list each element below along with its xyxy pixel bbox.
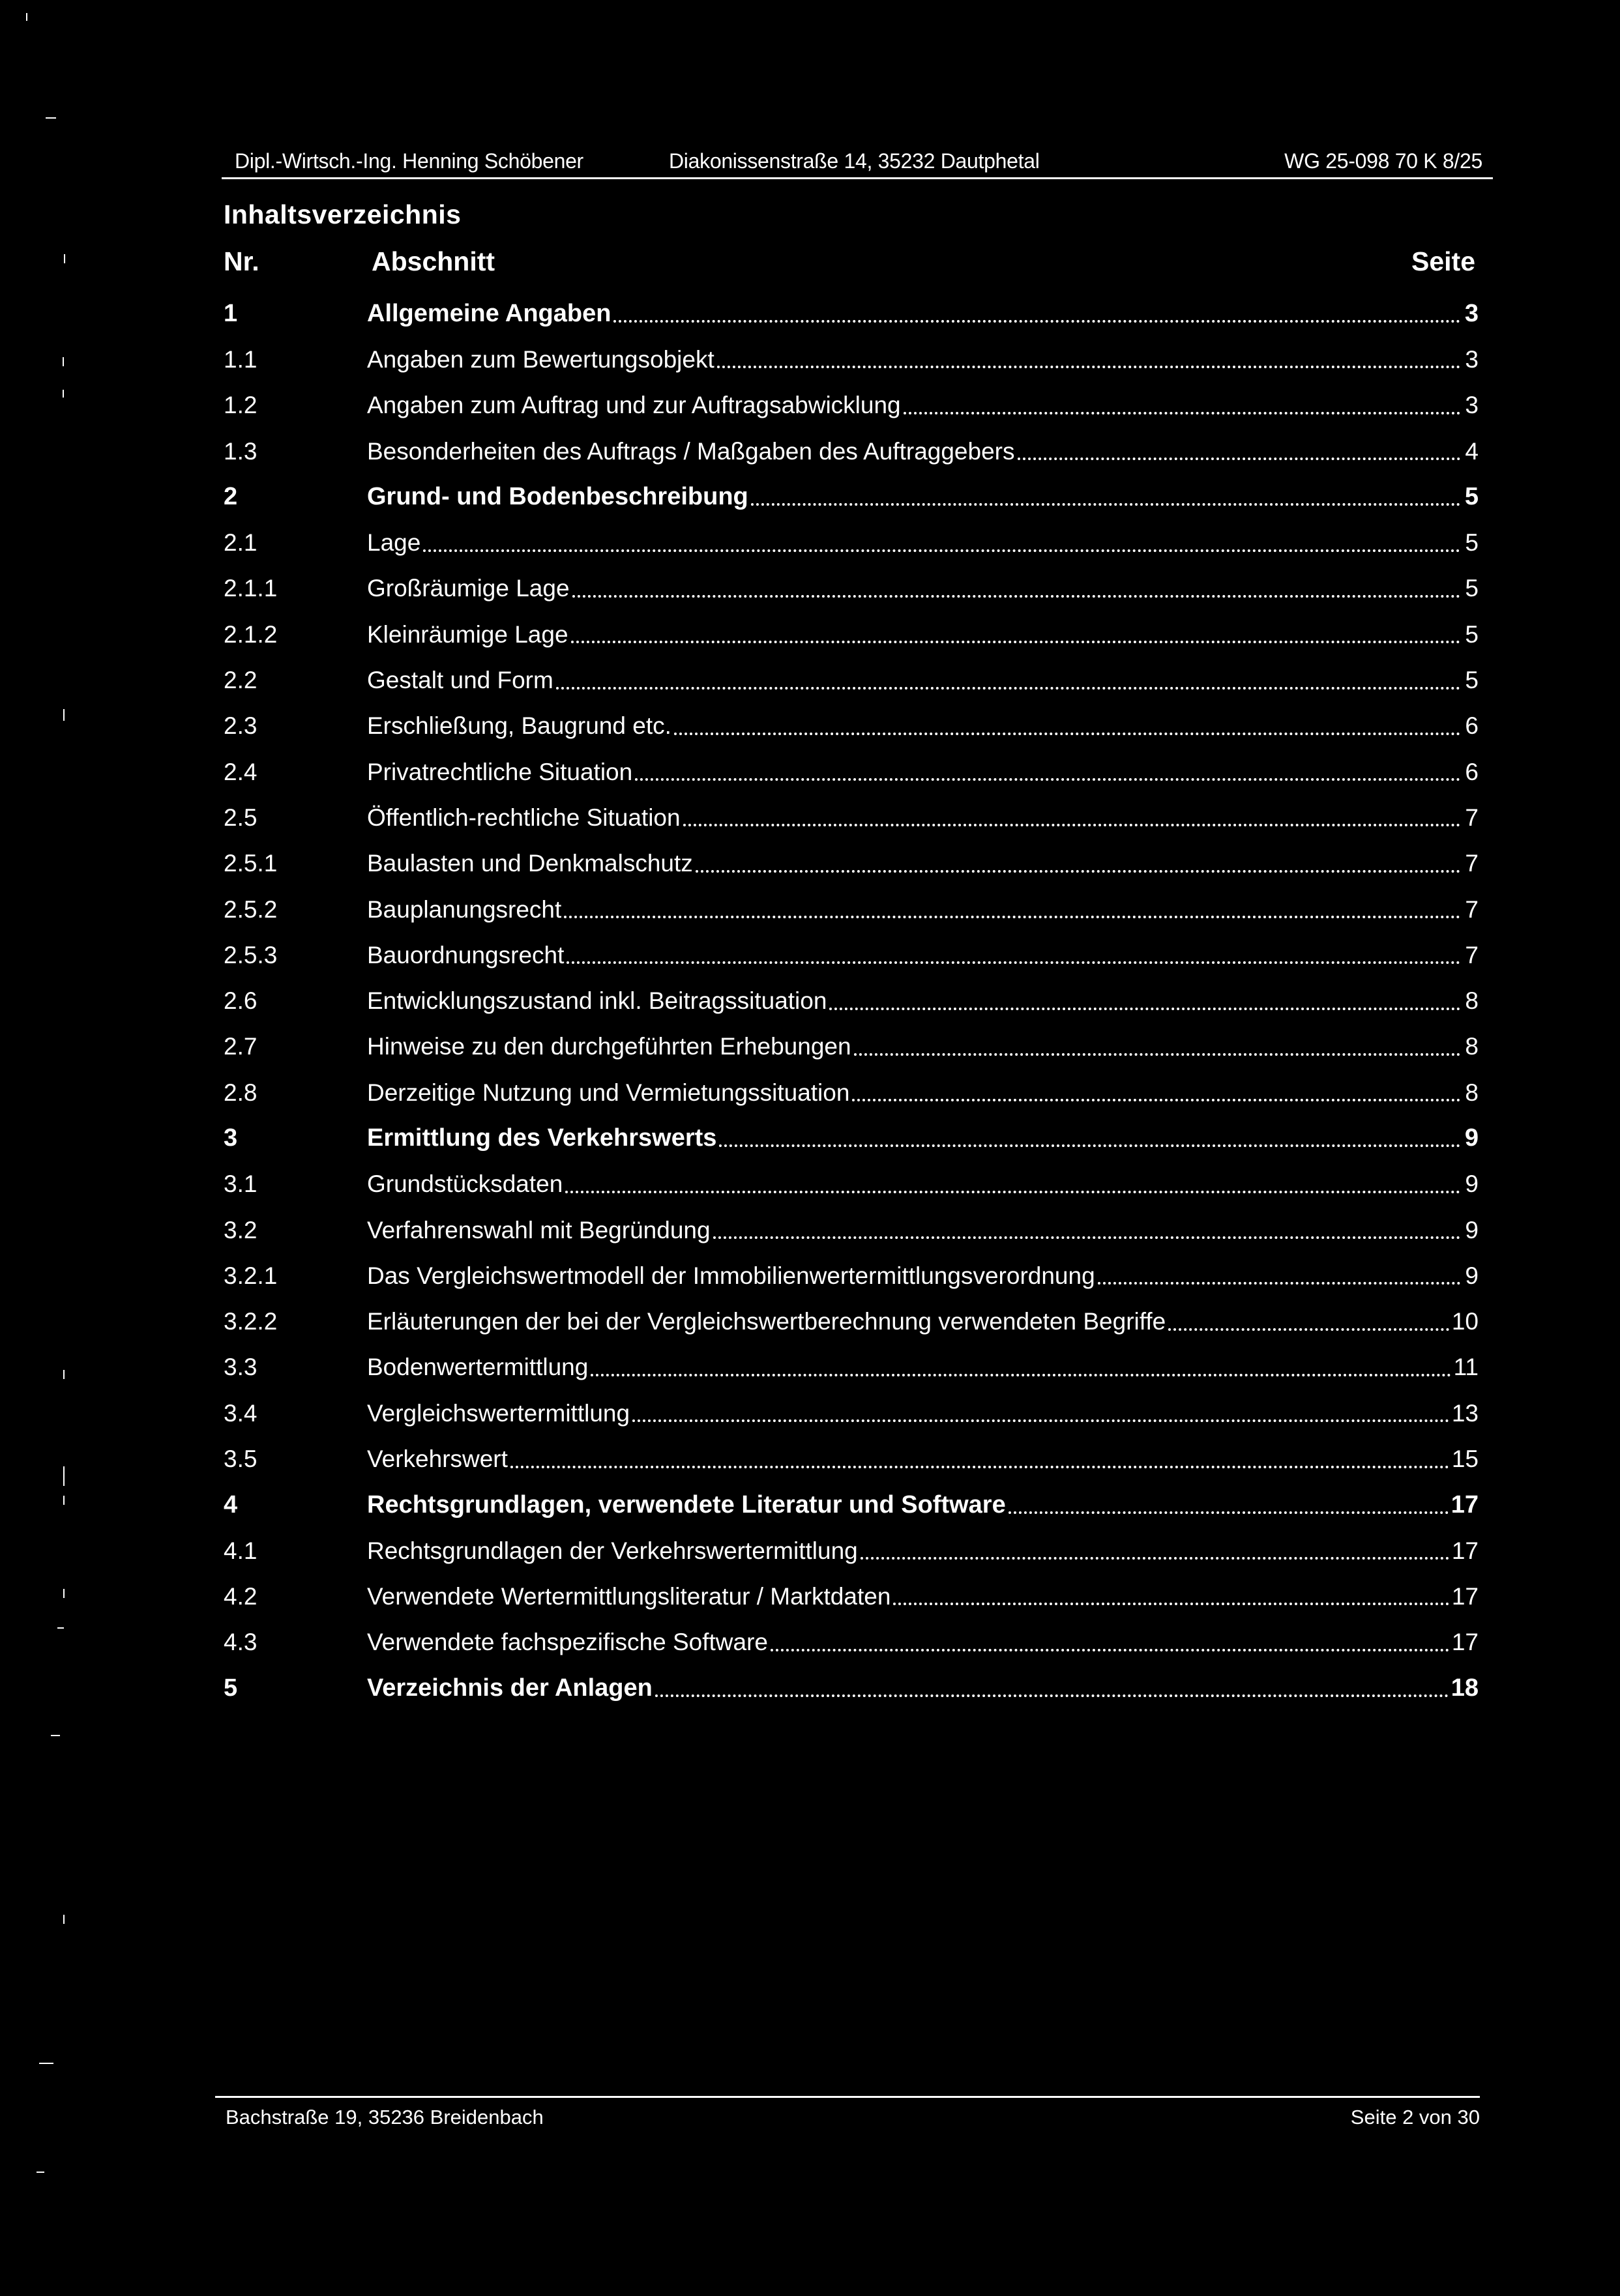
toc-entry bbox=[218, 336, 1479, 382]
toc-entry-title: Ermittlung des Verkehrswerts bbox=[367, 1124, 717, 1152]
toc-entry-number: 1 bbox=[224, 300, 238, 328]
toc-entry bbox=[218, 978, 1479, 1023]
page-header bbox=[222, 145, 1493, 179]
toc-entry-page: 7 bbox=[1465, 895, 1479, 923]
toc-entry-leader bbox=[655, 1694, 1449, 1697]
toc-entry-leader bbox=[717, 366, 1460, 368]
toc-entry-title: Derzeitige Nutzung und Vermietungssituation bbox=[367, 1079, 850, 1106]
toc-entry-number: 1.2 bbox=[224, 392, 258, 419]
toc-entry-number: 1.1 bbox=[224, 345, 258, 373]
toc-entry bbox=[218, 1573, 1479, 1619]
toc-entry bbox=[218, 1115, 1479, 1161]
toc-entry-title: Vergleichswertermittlung bbox=[367, 1399, 630, 1427]
toc-entry-leader bbox=[423, 549, 1460, 552]
header-author: Dipl.-Wirtsch.-Ing. Henning Schöbener bbox=[235, 149, 583, 173]
header-reference: WG 25-098 70 K 8/25 bbox=[1284, 149, 1482, 173]
toc-entry bbox=[218, 1436, 1479, 1481]
toc-entry-leader bbox=[852, 1099, 1460, 1101]
toc-entry-title: Lage bbox=[367, 529, 421, 557]
toc-entry-number: 2.1.1 bbox=[224, 575, 278, 602]
toc-entry bbox=[218, 611, 1479, 657]
toc-entry-page: 3 bbox=[1464, 300, 1479, 328]
toc-entry-leader bbox=[683, 824, 1460, 826]
toc-entry-page: 10 bbox=[1451, 1308, 1479, 1335]
toc-entry-page: 9 bbox=[1465, 1170, 1479, 1198]
toc-entry bbox=[218, 474, 1479, 519]
toc-entry-title: Verfahrenswahl mit Begründung bbox=[367, 1216, 711, 1243]
toc-entry bbox=[218, 794, 1479, 840]
toc-entry bbox=[218, 383, 1479, 428]
toc-entry-title: Bauplanungsrecht bbox=[367, 895, 562, 923]
toc-entry-leader bbox=[771, 1649, 1449, 1651]
toc-entry-number: 2.1.2 bbox=[224, 620, 278, 648]
toc-list bbox=[218, 291, 1479, 1711]
page-footer bbox=[215, 2096, 1480, 2129]
toc-entry-title: Entwicklungszustand inkl. Beitragssituation bbox=[367, 987, 827, 1015]
toc-entry-number: 2.5 bbox=[224, 804, 258, 831]
toc-entry bbox=[218, 932, 1479, 978]
toc-entry-page: 5 bbox=[1465, 575, 1479, 602]
toc-entry-title: Angaben zum Bewertungsobjekt bbox=[367, 345, 714, 373]
toc-entry bbox=[218, 657, 1479, 703]
column-header-page: Seite bbox=[1411, 246, 1475, 276]
scan-artifact bbox=[51, 1735, 60, 1736]
toc-entry-page: 5 bbox=[1465, 529, 1479, 557]
toc-entry-number: 2.5.3 bbox=[224, 941, 278, 968]
toc-entry bbox=[218, 703, 1479, 749]
toc-entry-title: Kleinräumige Lage bbox=[367, 620, 568, 648]
toc-entry-page: 17 bbox=[1451, 1629, 1479, 1656]
toc-entry-page: 13 bbox=[1451, 1399, 1479, 1427]
toc-entry bbox=[218, 1299, 1479, 1344]
scan-artifact bbox=[39, 2063, 53, 2064]
scan-artifact bbox=[63, 357, 64, 366]
toc-entry-leader bbox=[904, 412, 1460, 414]
toc-entry-number: 2 bbox=[224, 483, 238, 511]
toc-entry bbox=[218, 519, 1479, 565]
toc-entry-leader bbox=[510, 1466, 1449, 1468]
toc-entry-page: 17 bbox=[1451, 1490, 1479, 1519]
toc-entry-title: Das Vergleichswertmodell der Immobilienwertermittlungsverordnung bbox=[367, 1262, 1095, 1289]
scan-artifact bbox=[37, 2172, 44, 2173]
toc-entry-title: Hinweise zu den durchgeführten Erhebungen bbox=[367, 1033, 851, 1060]
toc-entry-number: 3.4 bbox=[224, 1399, 258, 1427]
toc-entry-title: Privatrechtliche Situation bbox=[367, 758, 633, 785]
toc-entry bbox=[218, 1482, 1479, 1528]
footer-address: Bachstraße 19, 35236 Breidenbach bbox=[226, 2106, 544, 2129]
toc-entry-title: Verzeichnis der Anlagen bbox=[367, 1674, 653, 1702]
toc-entry-page: 7 bbox=[1465, 850, 1479, 877]
scan-artifact bbox=[26, 13, 27, 21]
toc-entry-number: 3.2 bbox=[224, 1216, 258, 1243]
toc-entry-number: 3 bbox=[224, 1124, 238, 1152]
toc-entry-page: 11 bbox=[1453, 1354, 1479, 1381]
toc-entry-page: 6 bbox=[1465, 712, 1479, 740]
toc-entry bbox=[218, 1620, 1479, 1665]
toc-entry-title: Verwendete fachspezifische Software bbox=[367, 1629, 768, 1656]
toc-entry-title: Verwendete Wertermittlungsliteratur / Marktdaten bbox=[367, 1582, 891, 1610]
scan-artifact bbox=[63, 390, 64, 398]
toc-entry-title: Rechtsgrundlagen, verwendete Literatur und Software bbox=[367, 1490, 1006, 1519]
toc-entry-title: Bodenwertermittlung bbox=[367, 1354, 589, 1381]
toc-entry-page: 9 bbox=[1465, 1262, 1479, 1289]
toc-entry-page: 5 bbox=[1464, 483, 1479, 511]
toc-entry-number: 1.3 bbox=[224, 437, 258, 465]
toc-entry-title: Angaben zum Auftrag und zur Auftragsabwicklung bbox=[367, 392, 901, 419]
toc-entry-number: 3.2.2 bbox=[224, 1308, 278, 1335]
toc-entry-page: 17 bbox=[1451, 1537, 1479, 1564]
toc-entry-page: 5 bbox=[1465, 667, 1479, 694]
toc-entry-number: 2.8 bbox=[224, 1079, 258, 1106]
toc-entry-leader bbox=[751, 503, 1460, 506]
toc-entry-title: Verkehrswert bbox=[367, 1446, 508, 1473]
toc-entry-number: 2.4 bbox=[224, 758, 258, 785]
toc-entry bbox=[218, 1024, 1479, 1069]
header-address: Diakonissenstraße 14, 35232 Dautphetal bbox=[669, 149, 1040, 173]
toc-entry-page: 6 bbox=[1465, 758, 1479, 785]
scan-artifact bbox=[64, 254, 65, 263]
toc-title: Inhaltsverzeichnis bbox=[224, 199, 462, 229]
toc-entry bbox=[218, 1069, 1479, 1115]
toc-entry-leader bbox=[572, 595, 1460, 598]
toc-entry-number: 4 bbox=[224, 1490, 238, 1519]
scan-artifact bbox=[63, 1466, 65, 1486]
toc-entry-leader bbox=[696, 870, 1460, 873]
toc-entry-number: 4.1 bbox=[224, 1537, 258, 1564]
toc-entry-title: Besonderheiten des Auftrags / Maßgaben des Auftraggebers bbox=[367, 437, 1015, 465]
toc-entry-leader bbox=[571, 641, 1460, 643]
toc-entry-leader bbox=[635, 778, 1460, 781]
scan-artifact bbox=[63, 1915, 65, 1924]
toc-entry-page: 5 bbox=[1465, 620, 1479, 648]
toc-entry-page: 7 bbox=[1465, 941, 1479, 968]
toc-entry-page: 4 bbox=[1465, 437, 1479, 465]
toc-entry-number: 2.5.2 bbox=[224, 895, 278, 923]
toc-entry-title: Erläuterungen der bei der Vergleichswertberechnung verwendeten Begriffe bbox=[367, 1308, 1166, 1335]
toc-entry-title: Grundstücksdaten bbox=[367, 1170, 563, 1198]
toc-entry-leader bbox=[861, 1557, 1449, 1560]
toc-entry-title: Bauordnungsrecht bbox=[367, 941, 565, 968]
toc-entry bbox=[218, 1665, 1479, 1711]
toc-entry-leader bbox=[713, 1236, 1460, 1239]
scan-artifact bbox=[63, 709, 65, 721]
toc-entry-page: 15 bbox=[1451, 1446, 1479, 1473]
toc-entry-leader bbox=[854, 1053, 1460, 1056]
toc-entry bbox=[218, 886, 1479, 932]
toc-entry-leader bbox=[565, 1191, 1460, 1193]
toc-entry-leader bbox=[567, 961, 1460, 964]
toc-entry-leader bbox=[591, 1374, 1451, 1376]
toc-entry-number: 3.2.1 bbox=[224, 1262, 278, 1289]
toc-entry-page: 7 bbox=[1465, 804, 1479, 831]
toc-entry-leader bbox=[829, 1008, 1460, 1010]
toc-entry-number: 2.2 bbox=[224, 667, 258, 694]
toc-entry-number: 2.5.1 bbox=[224, 850, 278, 877]
toc-entry-number: 2.7 bbox=[224, 1033, 258, 1060]
toc-entry-number: 2.1 bbox=[224, 529, 258, 557]
toc-entry-title: Grund- und Bodenbeschreibung bbox=[367, 483, 748, 511]
toc-entry-title: Öffentlich-rechtliche Situation bbox=[367, 804, 681, 831]
toc-entry bbox=[218, 841, 1479, 886]
toc-entry-page: 8 bbox=[1465, 1079, 1479, 1106]
toc-entry-page: 18 bbox=[1451, 1674, 1479, 1702]
toc-entry-title: Gestalt und Form bbox=[367, 667, 553, 694]
toc-entry-number: 3.5 bbox=[224, 1446, 258, 1473]
toc-entry-leader bbox=[1168, 1328, 1449, 1331]
toc-entry-number: 5 bbox=[224, 1674, 238, 1702]
toc-entry-page: 8 bbox=[1465, 987, 1479, 1015]
toc-entry bbox=[218, 1528, 1479, 1573]
scan-artifact bbox=[46, 117, 56, 119]
toc-entry-page: 3 bbox=[1465, 345, 1479, 373]
toc-entry-number: 2.3 bbox=[224, 712, 258, 740]
toc-entry bbox=[218, 1253, 1479, 1298]
column-header-nr: Nr. bbox=[224, 246, 259, 276]
toc-entry-number: 2.6 bbox=[224, 987, 258, 1015]
toc-entry-leader bbox=[719, 1144, 1460, 1147]
toc-entry-title: Großräumige Lage bbox=[367, 575, 570, 602]
toc-entry-title: Baulasten und Denkmalschutz bbox=[367, 850, 693, 877]
toc-entry-title: Rechtsgrundlagen der Verkehrswertermittlung bbox=[367, 1537, 858, 1564]
scan-artifact bbox=[63, 1589, 65, 1598]
toc-entry bbox=[218, 566, 1479, 611]
toc-entry-leader bbox=[632, 1419, 1449, 1422]
toc-entry-page: 3 bbox=[1465, 392, 1479, 419]
toc-entry-leader bbox=[893, 1603, 1449, 1605]
toc-entry-page: 9 bbox=[1464, 1124, 1479, 1152]
footer-page-info: Seite 2 von 30 bbox=[1350, 2106, 1480, 2129]
toc-entry-leader bbox=[556, 687, 1460, 690]
toc-entry bbox=[218, 1344, 1479, 1390]
toc-entry bbox=[218, 1390, 1479, 1436]
toc-entry-leader bbox=[1098, 1282, 1460, 1285]
toc-entry bbox=[218, 1161, 1479, 1207]
toc-entry-number: 4.3 bbox=[224, 1629, 258, 1656]
column-header-section: Abschnitt bbox=[372, 246, 495, 276]
toc-entry-number: 3.1 bbox=[224, 1170, 258, 1198]
toc-entry-leader bbox=[1018, 458, 1461, 460]
toc-entry bbox=[218, 428, 1479, 474]
toc-entry-leader bbox=[564, 916, 1460, 918]
toc-entry-title: Erschließung, Baugrund etc. bbox=[367, 712, 671, 740]
toc-entry-page: 17 bbox=[1451, 1582, 1479, 1610]
toc-entry-page: 8 bbox=[1465, 1033, 1479, 1060]
toc-entry-number: 4.2 bbox=[224, 1582, 258, 1610]
toc-entry-leader bbox=[674, 733, 1460, 735]
scan-artifact bbox=[57, 1627, 64, 1629]
toc-entry-leader bbox=[613, 320, 1460, 323]
scan-artifact bbox=[63, 1370, 65, 1379]
toc-entry-title: Allgemeine Angaben bbox=[367, 300, 611, 328]
toc-entry-number: 3.3 bbox=[224, 1354, 258, 1381]
toc-entry-page: 9 bbox=[1465, 1216, 1479, 1243]
toc-entry-leader bbox=[1009, 1511, 1449, 1514]
toc-entry bbox=[218, 291, 1479, 336]
scan-artifact bbox=[63, 1496, 65, 1505]
toc-entry bbox=[218, 749, 1479, 794]
toc-entry bbox=[218, 1207, 1479, 1253]
